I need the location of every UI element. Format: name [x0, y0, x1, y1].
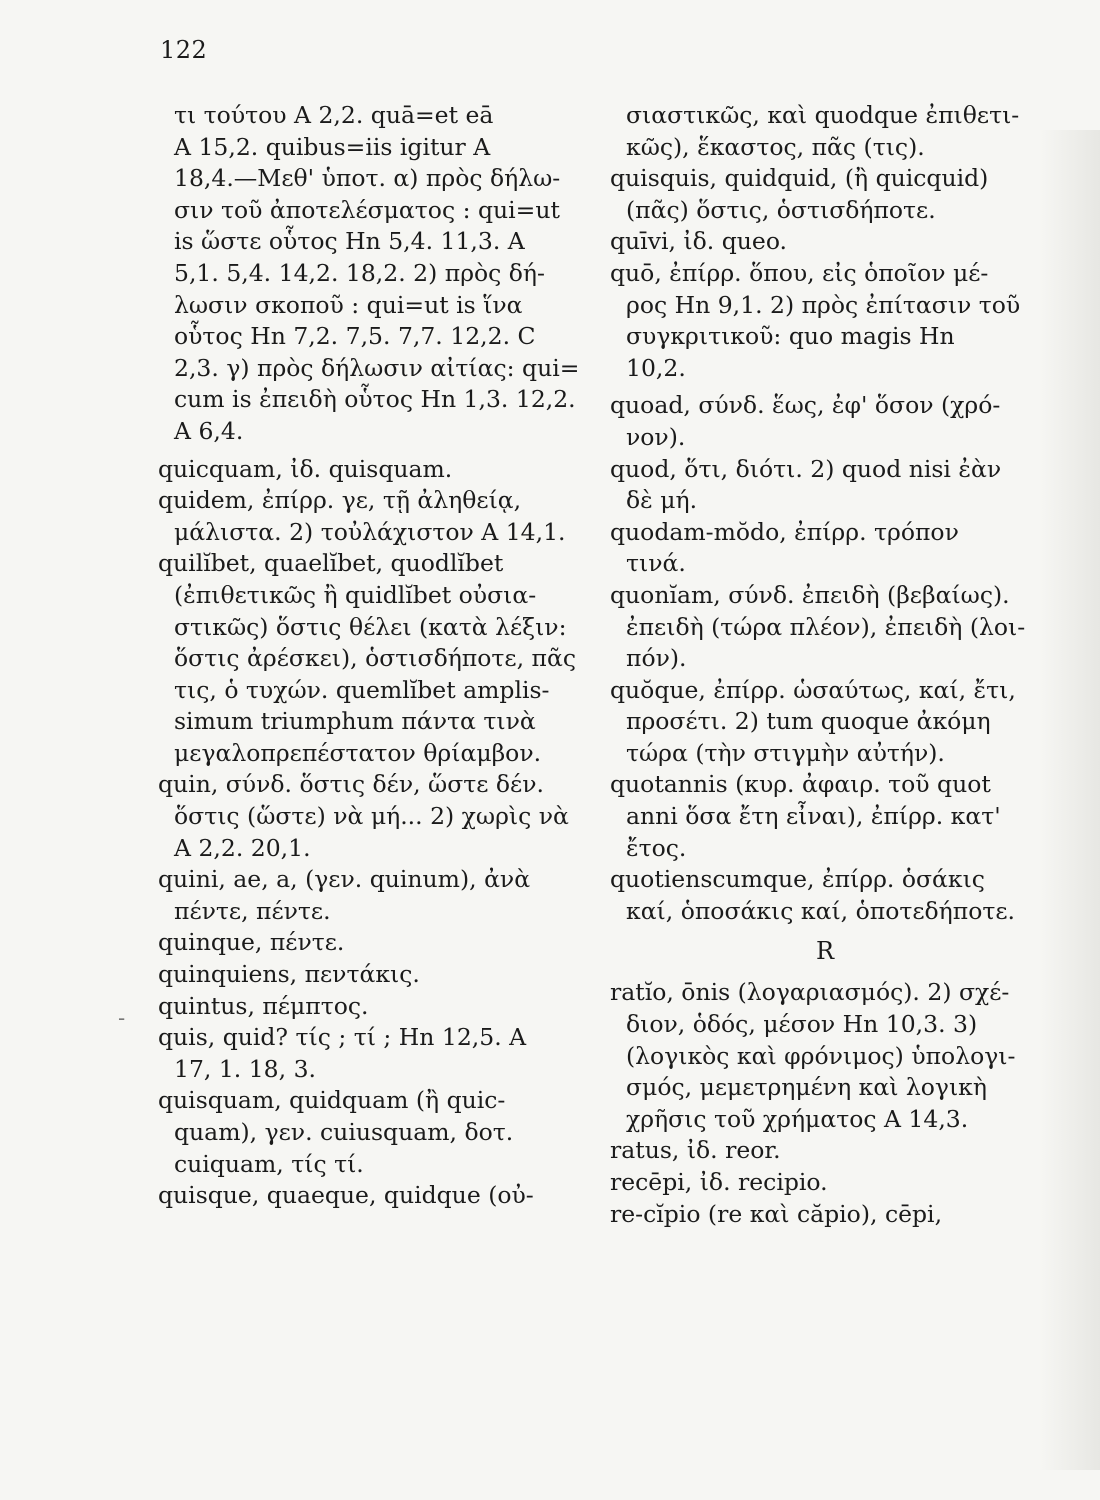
page-edge-shadow: [1040, 130, 1100, 1470]
text-line: κῶς), ἕκαστος, πᾶς (τις).: [626, 132, 925, 161]
text-line: οὗτος Ηn 7,2. 7,5. 7,7. 12,2. C: [174, 322, 536, 351]
text-line: quīvi, ἰδ. queo.: [610, 227, 788, 256]
text-line: χρῆσις τοῦ χρήματος Α 14,3.: [626, 1104, 969, 1133]
text-line: μάλιστα. 2) τοὐλάχιστον Α 14,1.: [174, 517, 566, 546]
right-column: [610, 100, 1040, 1230]
margin-mark: -: [118, 1006, 126, 1030]
text-line: ἔτος.: [626, 833, 687, 862]
text-line: quinquiens, πεντάκις.: [158, 960, 420, 989]
text-line: quinque, πέντε.: [158, 928, 345, 957]
text-line: quicquam, ἰδ. quisquam.: [158, 454, 453, 483]
text-line: quonĭam, σύνδ. ἐπειδὴ (βεβαίως).: [610, 580, 1010, 609]
text-line: (πᾶς) ὅστις, ὁστισδήποτε.: [626, 195, 936, 224]
text-line: recēpi, ἰδ. recipio.: [610, 1168, 828, 1196]
text-line: μεγαλοπρεπέστατον θρίαμβον.: [174, 738, 542, 767]
text-line: ὅστις ἀρέσκει), ὁστισδήποτε, πᾶς: [174, 644, 576, 673]
text-line: quisque, quaeque, quidque (οὐ-: [158, 1181, 534, 1210]
text-line: quidem, ἐπίρρ. γε, τῇ ἀληθείᾳ,: [158, 486, 522, 515]
text-line: τώρα (τὴν στιγμὴν αὐτήν).: [626, 738, 945, 767]
text-line: quodam-mŏdo, ἐπίρρ. τρόπον: [610, 517, 959, 546]
text-line: quisquis, quidquid, (ἢ quicquid): [610, 164, 989, 193]
text-line: quilĭbet, quaelĭbet, quodlĭbet: [158, 549, 504, 578]
text-line: 2,3. γ) πρὸς δήλωσιν αἰτίας: qui=: [174, 353, 580, 382]
text-line: λωσιν σκοποῦ : qui=ut is ἵνα: [174, 290, 523, 319]
text-line: Α 15,2. quibus=iis igitur Α: [174, 132, 491, 161]
text-line: quam), γεν. cuiusquam, δοτ.: [174, 1118, 514, 1146]
text-line: ratus, ἰδ. reor.: [610, 1136, 781, 1165]
text-line: ἐπειδὴ (τώρα πλέον), ἐπειδὴ (λοι-: [626, 612, 1026, 641]
text-line: simum triumphum πάντα τινὰ: [174, 707, 536, 736]
text-line: δὲ μή.: [626, 486, 698, 515]
text-line: ὅστις (ὥστε) νὰ μή... 2) χωρὶς νὰ: [174, 802, 569, 831]
text-line: 10,2.: [626, 353, 686, 382]
text-line: quotienscumque, ἐπίρρ. ὁσάκις: [610, 865, 985, 894]
text-line: ratĭo, ōnis (λογαριασμός). 2) σχέ-: [610, 978, 1010, 1007]
text-line: 18,4.—Μεθ' ὑποτ. α) πρὸς δήλω-: [174, 164, 561, 193]
text-line: σιν τοῦ ἀποτελέσματος : qui=ut: [174, 195, 560, 224]
letter-heading: R: [815, 937, 835, 966]
text-line: quŏque, ἐπίρρ. ὡσαύτως, καί, ἔτι,: [610, 675, 1016, 704]
text-line: quin, σύνδ. ὅστις δέν, ὥστε δέν.: [158, 770, 544, 799]
text-line: cum is ἐπειδὴ οὗτος Ηn 1,3. 12,2.: [174, 385, 576, 414]
text-line: σιαστικῶς, καὶ quodque ἐπιθετι-: [626, 101, 1020, 129]
text-line: στικῶς) ὅστις θέλει (κατὰ λέξιν:: [174, 612, 567, 641]
text-line: (λογικὸς καὶ φρόνιμος) ὑπολογι-: [626, 1041, 1016, 1070]
text-line: re-cĭpio (re καὶ căpio), cēpi,: [610, 1199, 943, 1228]
text-line: quini, ae, a, (γεν. quinum), ἀνὰ: [158, 865, 531, 894]
text-line: quis, quid? τίς ; τί ; Ηn 12,5. Α: [158, 1023, 527, 1052]
text-line: τι τούτου Α 2,2. quā=et eā: [174, 101, 494, 129]
text-line: 17, 1. 18, 3.: [174, 1054, 316, 1083]
left-column: [158, 100, 588, 1212]
text-line: quō, ἐπίρρ. ὅπου, εἰς ὁποῖον μέ-: [610, 258, 989, 287]
text-line: cuiquam, τίς τί.: [174, 1149, 364, 1178]
text-line: προσέτι. 2) tum quoque ἀκόμη: [626, 707, 991, 736]
text-line: anni ὅσα ἔτη εἶναι), ἐπίρρ. κατ': [626, 802, 1001, 831]
text-line: quotannis (κυρ. ἀφαιρ. τοῦ quot: [610, 770, 991, 799]
text-line: τινά.: [626, 549, 686, 578]
text-line: καί, ὁποσάκις καί, ὁποτεδήποτε.: [626, 896, 1015, 925]
text-line: Α 2,2. 20,1.: [174, 833, 311, 862]
text-line: διον, ὁδός, μέσον Ηn 10,3. 3): [626, 1010, 978, 1039]
text-line: is ὥστε οὗτος Ηn 5,4. 11,3. Α: [174, 227, 525, 256]
text-line: quod, ὅτι, διότι. 2) quod nisi ἐὰν: [610, 454, 1002, 483]
text-line: ρος Ηn 9,1. 2) πρὸς ἐπίτασιν τοῦ: [626, 290, 1021, 319]
text-line: νον).: [626, 422, 686, 451]
text-line: συγκριτικοῦ: quo magis Ηn: [626, 322, 955, 351]
text-line: 5,1. 5,4. 14,2. 18,2. 2) πρὸς δή-: [174, 258, 545, 287]
text-line: πόν).: [626, 644, 687, 673]
text-line: quisquam, quidquam (ἢ quic-: [158, 1086, 506, 1115]
text-line: quoad, σύνδ. ἕως, ἐφ' ὅσον (χρό-: [610, 391, 1001, 420]
text-line: Α 6,4.: [174, 416, 244, 445]
text-line: τις, ὁ τυχών. quemlĭbet amplis-: [174, 675, 550, 704]
text-line: σμός, μεμετρημένη καὶ λογικὴ: [626, 1073, 987, 1102]
text-line: quintus, πέμπτος.: [158, 991, 369, 1020]
text-line: (ἐπιθετικῶς ἢ quidlĭbet οὐσια-: [174, 580, 537, 609]
page-number: 122: [160, 36, 208, 64]
text-line: πέντε, πέντε.: [174, 896, 331, 925]
